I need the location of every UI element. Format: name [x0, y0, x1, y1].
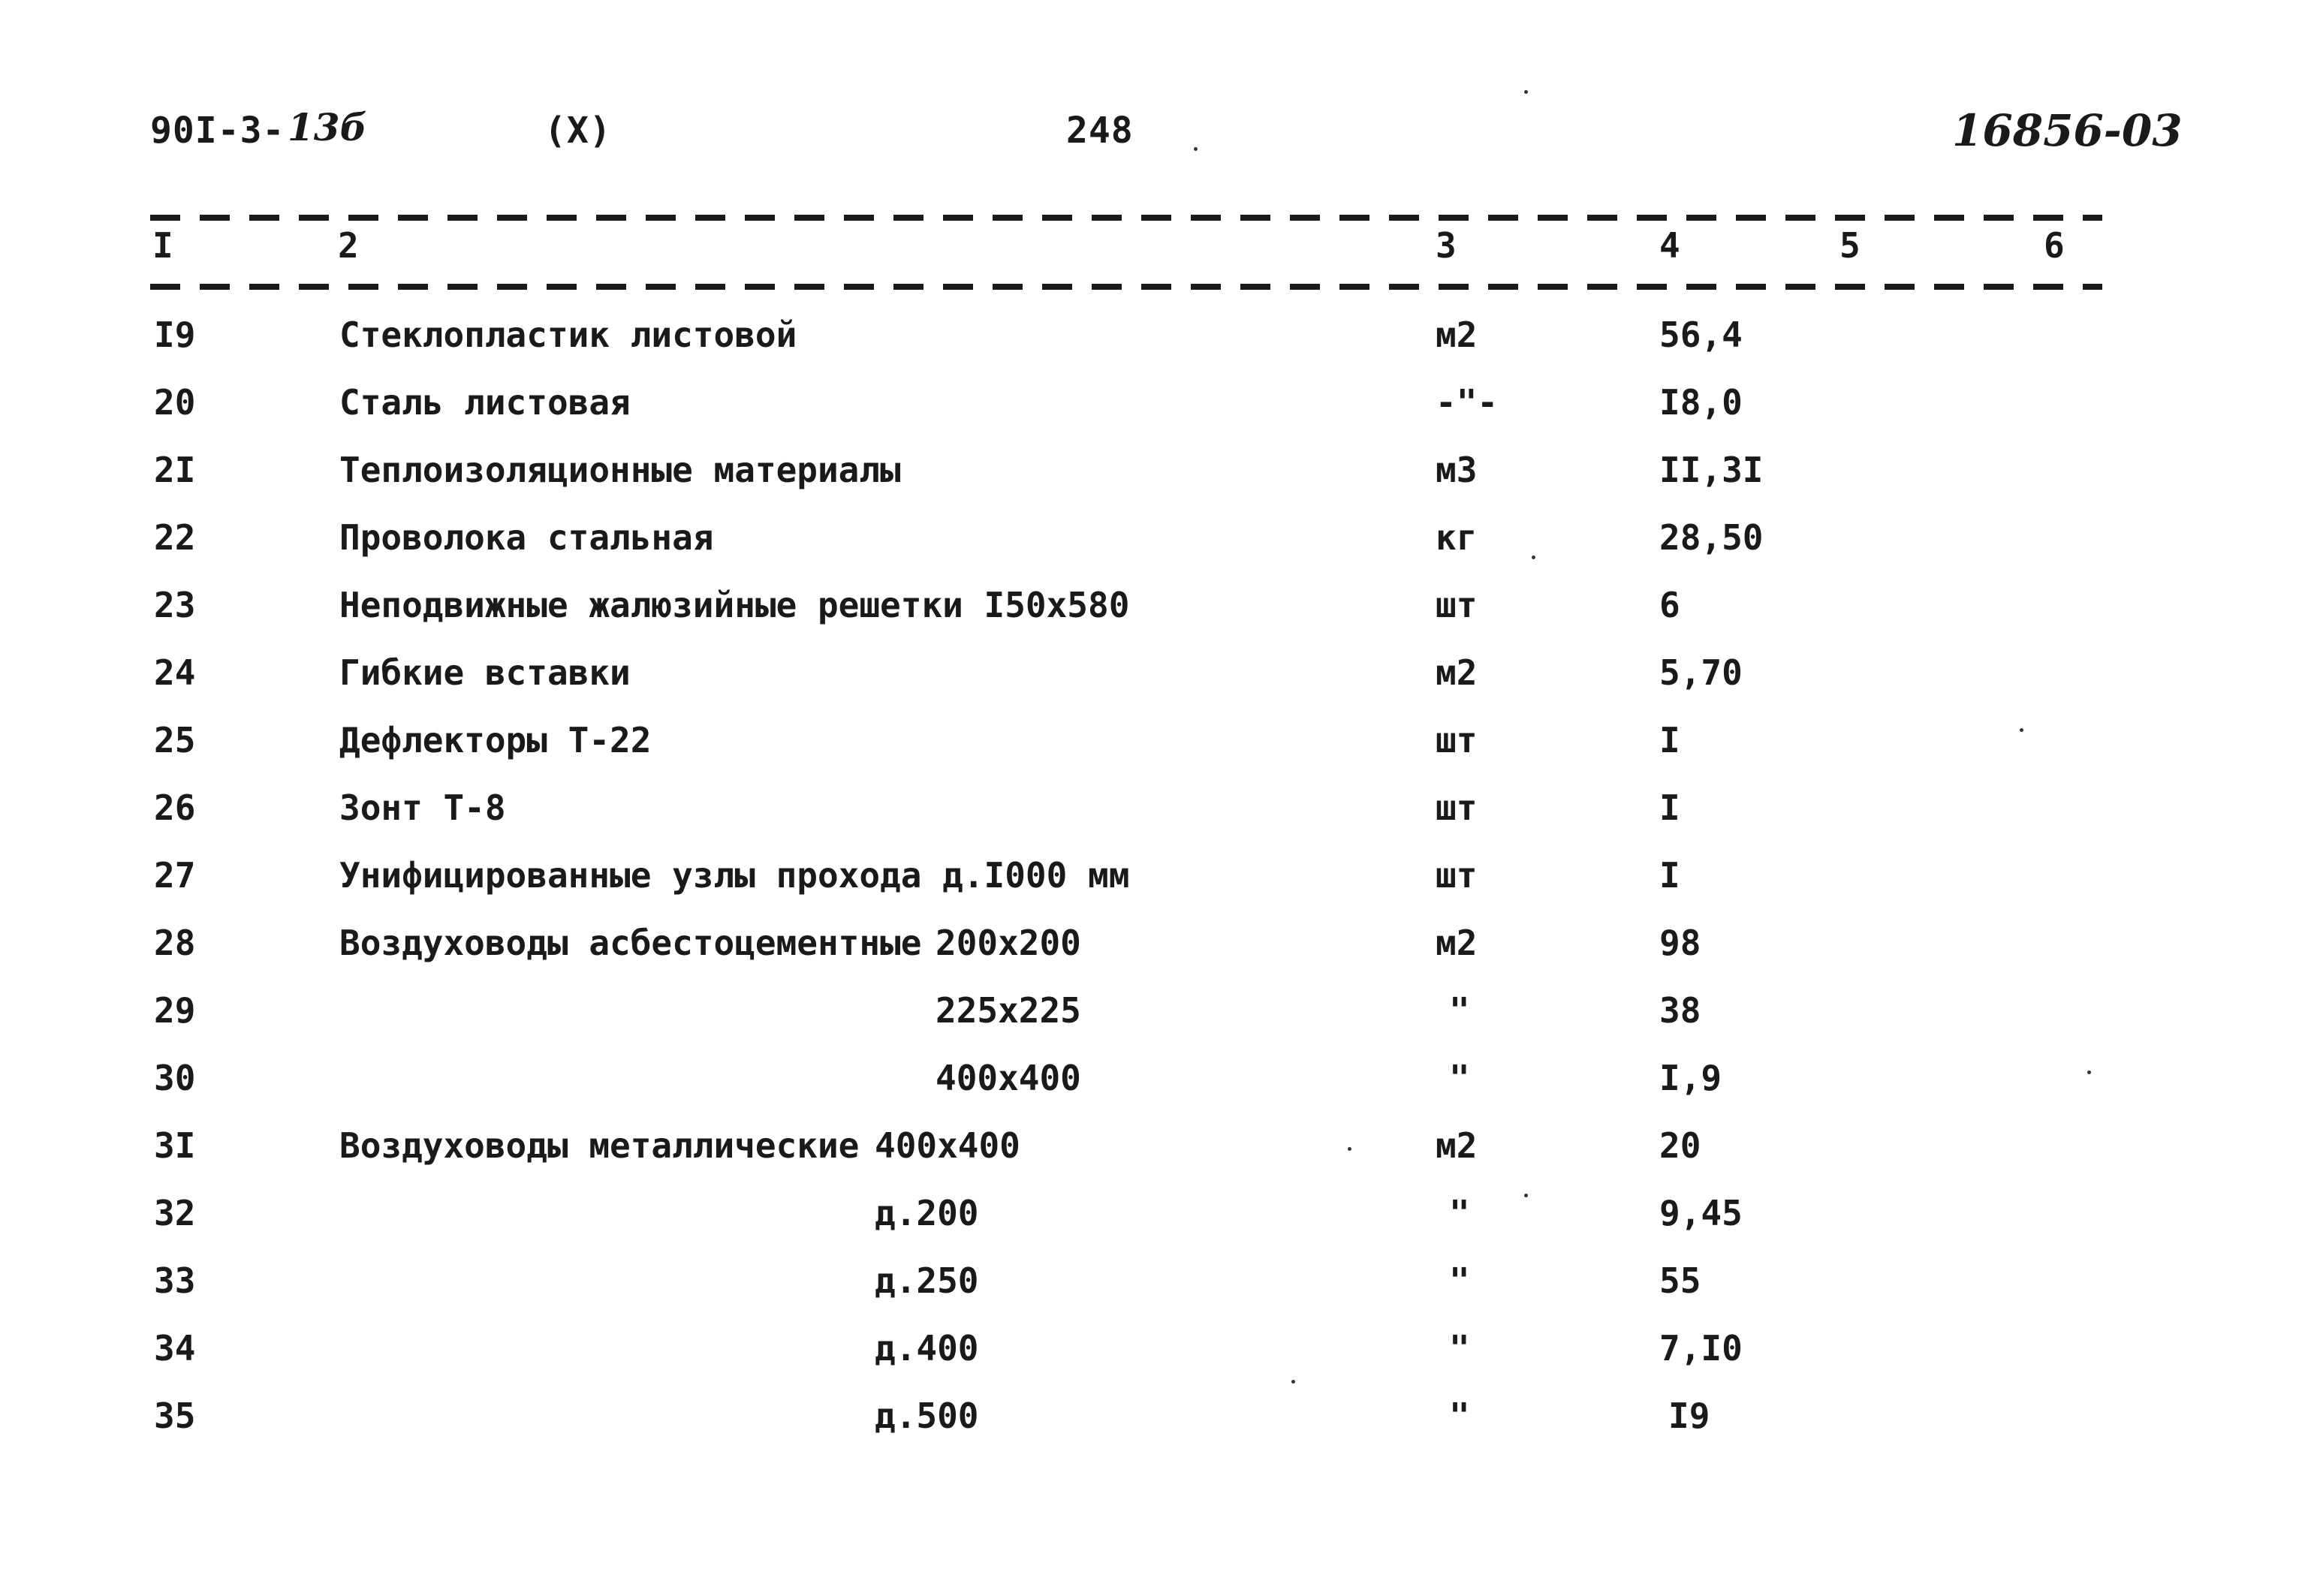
- row-number: 35: [154, 1396, 196, 1436]
- item-quantity: 28,50: [1659, 517, 1764, 558]
- item-unit: ": [1449, 1328, 1470, 1369]
- item-name: Стеклопластик листовой: [339, 315, 797, 355]
- scan-speck: [2087, 1071, 2091, 1074]
- row-number: 2I: [154, 450, 196, 490]
- item-size: 400x400: [875, 1125, 1020, 1166]
- scan-speck: [1348, 1147, 1351, 1151]
- item-size: 200x200: [936, 923, 1081, 963]
- item-unit: ": [1449, 990, 1470, 1031]
- row-number: 26: [154, 787, 196, 828]
- item-quantity: 56,4: [1659, 315, 1743, 355]
- header-top-rule: [150, 215, 2102, 221]
- row-number: 22: [154, 517, 196, 558]
- row-number: 30: [154, 1058, 196, 1098]
- item-size: д.500: [875, 1396, 979, 1436]
- row-number: 24: [154, 652, 196, 693]
- item-quantity: 20: [1659, 1125, 1701, 1166]
- scan-speck: [1194, 147, 1198, 151]
- column-header-6: 6: [2044, 225, 2065, 266]
- item-quantity: I,9: [1659, 1058, 1722, 1098]
- item-unit: -"-: [1436, 382, 1499, 423]
- item-quantity: 98: [1659, 923, 1701, 963]
- item-unit: ": [1449, 1058, 1470, 1098]
- column-header-3: 3: [1436, 225, 1457, 266]
- item-quantity: I: [1659, 855, 1680, 896]
- row-number: 3I: [154, 1125, 196, 1166]
- item-size: д.400: [875, 1328, 979, 1369]
- doc-code: 90I-3-: [150, 110, 285, 152]
- item-name: Воздуховоды металлические: [339, 1125, 860, 1166]
- item-quantity: II,3I: [1659, 450, 1764, 490]
- item-quantity: I9: [1668, 1396, 1710, 1436]
- item-unit: ": [1449, 1260, 1470, 1301]
- item-unit: ": [1449, 1193, 1470, 1233]
- column-header-4: 4: [1659, 225, 1680, 266]
- row-number: 20: [154, 382, 196, 423]
- item-quantity: I8,0: [1659, 382, 1743, 423]
- item-unit: м3: [1436, 450, 1478, 490]
- row-number: 27: [154, 855, 196, 896]
- item-name: Сталь листовая: [339, 382, 631, 423]
- item-unit: м2: [1436, 923, 1478, 963]
- item-unit: шт: [1436, 855, 1478, 896]
- item-name: Зонт Т-8: [339, 787, 506, 828]
- item-quantity: 38: [1659, 990, 1701, 1031]
- scan-speck: [2020, 728, 2023, 732]
- row-number: 29: [154, 990, 196, 1031]
- stamp-number: 16856-03: [1952, 105, 2183, 156]
- row-number: 25: [154, 720, 196, 760]
- row-number: 34: [154, 1328, 196, 1369]
- scan-speck: [1524, 90, 1528, 94]
- column-header-2: 2: [338, 225, 359, 266]
- doc-code-handwritten: 13б: [288, 105, 367, 149]
- scan-speck: [1524, 1194, 1528, 1197]
- item-name: Теплоизоляционные материалы: [339, 450, 901, 490]
- column-header-1: I: [152, 225, 173, 266]
- header-bottom-rule: [150, 284, 2102, 290]
- item-name: Гибкие вставки: [339, 652, 631, 693]
- item-quantity: I: [1659, 720, 1680, 760]
- item-size: д.250: [875, 1260, 979, 1301]
- page-number: 248: [1066, 110, 1134, 152]
- item-name: Проволока стальная: [339, 517, 714, 558]
- item-quantity: 7,I0: [1659, 1328, 1743, 1369]
- item-name: Воздуховоды асбестоцементные: [339, 923, 922, 963]
- item-name: Неподвижные жалюзийные решетки I50x580: [339, 585, 1130, 625]
- item-quantity: I: [1659, 787, 1680, 828]
- item-unit: м2: [1436, 652, 1478, 693]
- item-size: 225x225: [936, 990, 1081, 1031]
- column-header-5: 5: [1839, 225, 1861, 266]
- item-unit: шт: [1436, 787, 1478, 828]
- row-number: I9: [154, 315, 196, 355]
- row-number: 33: [154, 1260, 196, 1301]
- item-unit: кг: [1436, 517, 1478, 558]
- item-quantity: 55: [1659, 1260, 1701, 1301]
- item-unit: шт: [1436, 720, 1478, 760]
- item-unit: ": [1449, 1396, 1470, 1436]
- section-marker: (X): [544, 110, 612, 152]
- item-unit: м2: [1436, 1125, 1478, 1166]
- row-number: 28: [154, 923, 196, 963]
- scan-speck: [1532, 556, 1535, 559]
- item-name: Дефлекторы Т-22: [339, 720, 652, 760]
- item-unit: м2: [1436, 315, 1478, 355]
- row-number: 23: [154, 585, 196, 625]
- item-quantity: 6: [1659, 585, 1680, 625]
- item-quantity: 5,70: [1659, 652, 1743, 693]
- row-number: 32: [154, 1193, 196, 1233]
- item-size: д.200: [875, 1193, 979, 1233]
- item-quantity: 9,45: [1659, 1193, 1743, 1233]
- item-name: Унифицированные узлы прохода д.I000 мм: [339, 855, 1130, 896]
- item-size: 400x400: [936, 1058, 1081, 1098]
- scan-speck: [1291, 1380, 1295, 1384]
- item-unit: шт: [1436, 585, 1478, 625]
